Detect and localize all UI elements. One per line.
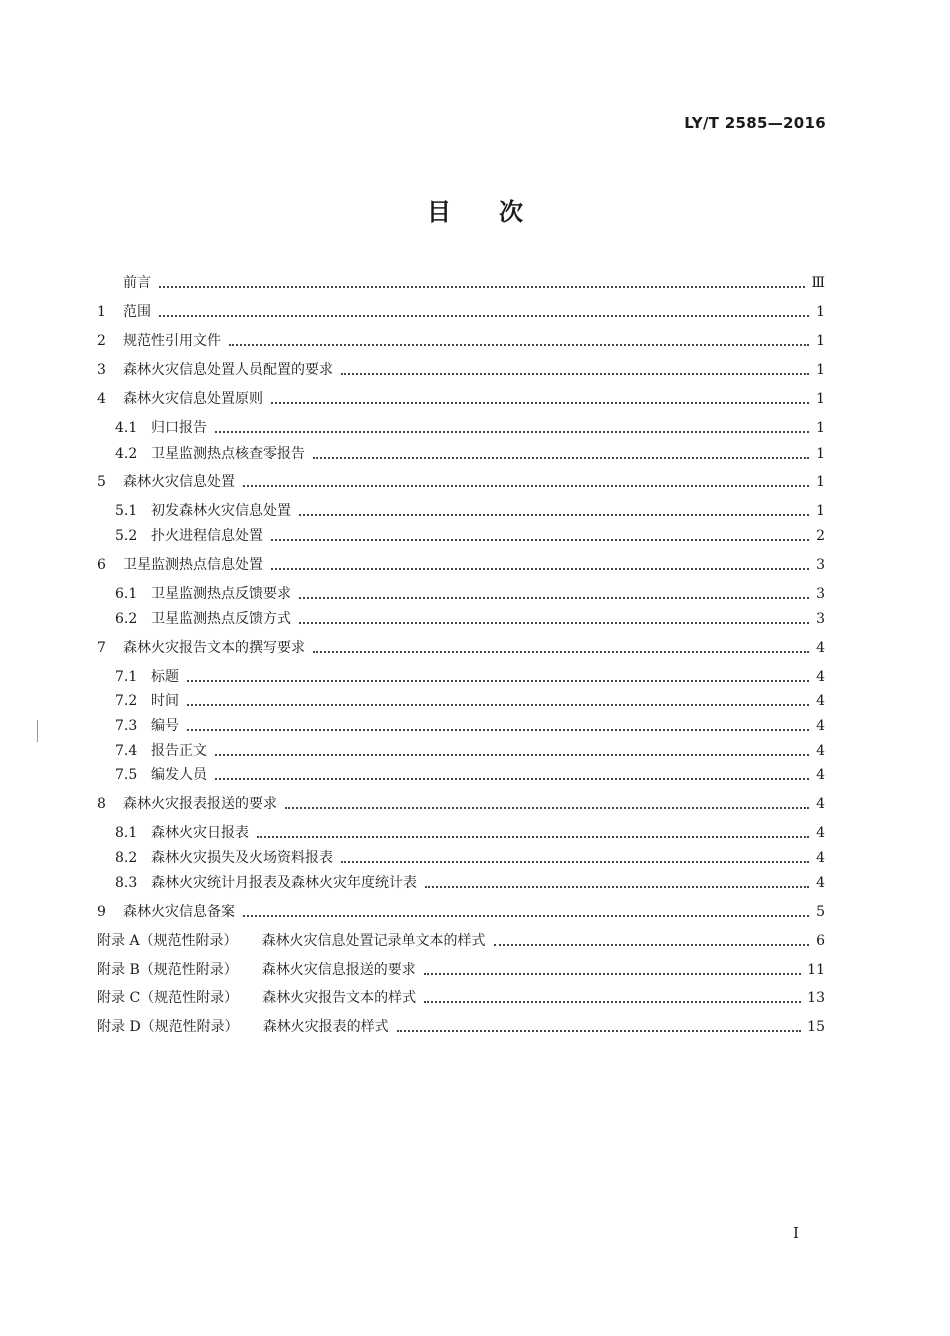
toc-entry-label: 卫星监测热点反馈要求: [151, 586, 291, 602]
toc-entry[interactable]: [97, 359, 825, 381]
toc-entry-page: 4: [816, 875, 825, 891]
toc-entry-page: 4: [816, 767, 825, 783]
toc-entry[interactable]: [97, 388, 825, 410]
toc-entry-page: 4: [816, 718, 825, 734]
toc-entry-page: 3: [816, 557, 825, 573]
toc-entry-number: 5.1: [115, 503, 138, 519]
toc-entry-number: 5: [97, 474, 106, 490]
toc-entry-page: 1: [816, 391, 825, 407]
scan-mark: [37, 720, 38, 742]
toc-entry-page: 15: [807, 1019, 825, 1035]
toc-subentry[interactable]: [115, 740, 825, 762]
toc-entry-number: 7.3: [115, 718, 138, 734]
toc-entry-page: 4: [816, 669, 825, 685]
toc-entry-page: 4: [816, 850, 825, 866]
toc-entry-number: 8: [97, 796, 106, 812]
toc-entry-page: 1: [816, 420, 825, 436]
toc-entry-page: 4: [816, 640, 825, 656]
toc-entry-label: 前言: [123, 275, 151, 291]
toc-entry[interactable]: [97, 637, 825, 659]
toc-entry-number: 4.1: [115, 420, 138, 436]
toc-leader-dots: [187, 729, 809, 731]
toc-leader-dots: [313, 651, 809, 653]
toc-appendix-entry[interactable]: [97, 959, 825, 981]
toc-entry-label: 森林火灾报表的样式: [262, 1019, 389, 1035]
toc-entry-page: 1: [816, 503, 825, 519]
toc-entry-number: 附录 B（规范性附录）: [97, 962, 238, 978]
toc-appendix-entry[interactable]: [97, 1016, 825, 1038]
toc-entry-number: 4: [97, 391, 106, 407]
title-char-2: 次: [499, 198, 523, 226]
toc-entry-page: 11: [807, 962, 825, 978]
toc-leader-dots: [257, 836, 809, 838]
toc-entry-number: 附录 D（规范性附录）: [97, 1019, 239, 1035]
toc-entry-number: 7.2: [115, 693, 138, 709]
toc-entry-label: 森林火灾报表报送的要求: [123, 796, 277, 812]
toc-entry-page: 1: [816, 333, 825, 349]
toc-subentry[interactable]: [115, 608, 825, 630]
toc-leader-dots: [271, 568, 809, 570]
toc-entry-label: 森林火灾信息备案: [123, 904, 235, 920]
toc-leader-dots: [215, 754, 809, 756]
toc-entry[interactable]: [97, 554, 825, 576]
toc-entry-label: 森林火灾信息处置人员配置的要求: [123, 362, 333, 378]
toc-entry-label: 森林火灾损失及火场资料报表: [151, 850, 333, 866]
toc-subentry[interactable]: [115, 525, 825, 547]
toc-leader-dots: [341, 861, 809, 863]
toc-leader-dots: [313, 457, 809, 459]
toc-subentry[interactable]: [115, 764, 825, 786]
toc-leader-dots: [341, 373, 809, 375]
toc-entry-number: 8.1: [115, 825, 138, 841]
toc-entry-number: 附录 C（规范性附录）: [97, 990, 239, 1006]
toc-leader-dots: [159, 286, 805, 288]
toc-entry-number: 7.5: [115, 767, 138, 783]
toc-entry-page: 4: [816, 693, 825, 709]
toc-entry-page: 13: [807, 990, 825, 1006]
toc-subentry[interactable]: [115, 822, 825, 844]
toc-entry[interactable]: [97, 901, 825, 923]
toc-entry-number: 附录 A（规范性附录）: [97, 933, 238, 949]
toc-leader-dots: [215, 778, 809, 780]
toc-entry-label: 编号: [151, 718, 179, 734]
toc-subentry[interactable]: [115, 872, 825, 894]
toc-entry-label: 扑火进程信息处置: [151, 528, 263, 544]
toc-entry-page: 4: [816, 796, 825, 812]
toc-entry-label: 编发人员: [151, 767, 207, 783]
toc-entry[interactable]: [97, 471, 825, 493]
toc-entry-label: 归口报告: [151, 420, 207, 436]
toc-entry-label: 时间: [151, 693, 179, 709]
standard-code: LY/T 2585—2016: [684, 114, 826, 132]
toc-entry-label: 森林火灾统计月报表及森林火灾年度统计表: [151, 875, 417, 891]
toc-entry-page: 4: [816, 743, 825, 759]
toc-entry-page: 3: [816, 611, 825, 627]
toc-entry-number: 8.3: [115, 875, 138, 891]
toc-entry-page: 6: [816, 933, 825, 949]
toc-entry-label: 森林火灾报告文本的样式: [262, 990, 417, 1006]
toc-entry-number: 6: [97, 557, 106, 573]
toc-leader-dots: [299, 622, 809, 624]
toc-entry-number: 7.4: [115, 743, 138, 759]
toc-leader-dots: [243, 485, 809, 487]
toc-leader-dots: [397, 1030, 801, 1032]
toc-subentry[interactable]: [115, 443, 825, 465]
toc-appendix-entry[interactable]: [97, 930, 825, 952]
toc-entry-label: 报告正文: [151, 743, 207, 759]
toc-entry-number: 8.2: [115, 850, 138, 866]
toc-entry-page: Ⅲ: [811, 275, 825, 291]
toc-leader-dots: [424, 973, 801, 975]
toc-entry-page: 2: [816, 528, 825, 544]
toc-leader-dots: [494, 944, 809, 946]
title-char-1: 目: [427, 198, 451, 226]
toc-entry[interactable]: [97, 330, 825, 352]
toc-leader-dots: [187, 680, 809, 682]
toc-entry-number: 6.2: [115, 611, 138, 627]
toc-entry[interactable]: [97, 301, 825, 323]
toc-entry-label: 森林火灾信息处置记录单文本的样式: [261, 933, 486, 949]
toc-leader-dots: [229, 344, 809, 346]
toc-subentry[interactable]: [115, 417, 825, 439]
toc-subentry[interactable]: [115, 500, 825, 522]
toc-entry-number: 9: [97, 904, 106, 920]
toc-subentry[interactable]: [115, 666, 825, 688]
toc-entry-label: 森林火灾信息报送的要求: [261, 962, 416, 978]
toc-entry-number: 1: [97, 304, 106, 320]
toc-entry-label: 规范性引用文件: [123, 333, 221, 349]
toc-entry-page: 1: [816, 304, 825, 320]
toc-leader-dots: [271, 539, 809, 541]
toc-entry-page: 1: [816, 446, 825, 462]
toc-entry-page: 5: [816, 904, 825, 920]
toc-entry-label: 卫星监测热点信息处置: [123, 557, 263, 573]
toc-entry-number: 2: [97, 333, 106, 349]
toc-entry-label: 卫星监测热点核查零报告: [151, 446, 305, 462]
toc-subentry[interactable]: [115, 715, 825, 737]
toc-entry-label: 森林火灾报告文本的撰写要求: [123, 640, 305, 656]
toc-entry-number: 3: [97, 362, 106, 378]
toc-subentry[interactable]: [115, 690, 825, 712]
toc-entry-page: 1: [816, 362, 825, 378]
toc-entry-number: 5.2: [115, 528, 138, 544]
toc-leader-dots: [159, 315, 809, 317]
toc-leader-dots: [215, 431, 809, 433]
page-number: I: [793, 1224, 799, 1242]
toc-entry-label: 森林火灾信息处置原则: [123, 391, 263, 407]
toc-appendix-entry[interactable]: [97, 987, 825, 1009]
toc-entry-label: 范围: [123, 304, 151, 320]
toc-subentry[interactable]: [115, 583, 825, 605]
page-title: [0, 192, 950, 227]
toc-leader-dots: [299, 597, 809, 599]
toc-leader-dots: [425, 886, 809, 888]
toc-leader-dots: [285, 807, 809, 809]
toc-entry[interactable]: [97, 272, 825, 294]
toc-leader-dots: [299, 514, 809, 516]
toc-subentry[interactable]: [115, 847, 825, 869]
toc-entry-label: 森林火灾信息处置: [123, 474, 235, 490]
toc-entry-label: 标题: [151, 669, 179, 685]
toc-entry-page: 1: [816, 474, 825, 490]
toc-entry-number: 7: [97, 640, 106, 656]
toc-leader-dots: [187, 704, 809, 706]
toc-entry[interactable]: [97, 793, 825, 815]
toc-leader-dots: [243, 915, 809, 917]
toc-entry-number: 7.1: [115, 669, 138, 685]
toc-entry-number: 6.1: [115, 586, 138, 602]
toc-entry-label: 初发森林火灾信息处置: [151, 503, 291, 519]
toc-entry-page: 4: [816, 825, 825, 841]
toc-entry-page: 3: [816, 586, 825, 602]
toc-leader-dots: [424, 1001, 801, 1003]
toc-entry-label: 森林火灾日报表: [151, 825, 249, 841]
toc-leader-dots: [271, 402, 809, 404]
toc-entry-number: 4.2: [115, 446, 138, 462]
toc-entry-label: 卫星监测热点反馈方式: [151, 611, 291, 627]
